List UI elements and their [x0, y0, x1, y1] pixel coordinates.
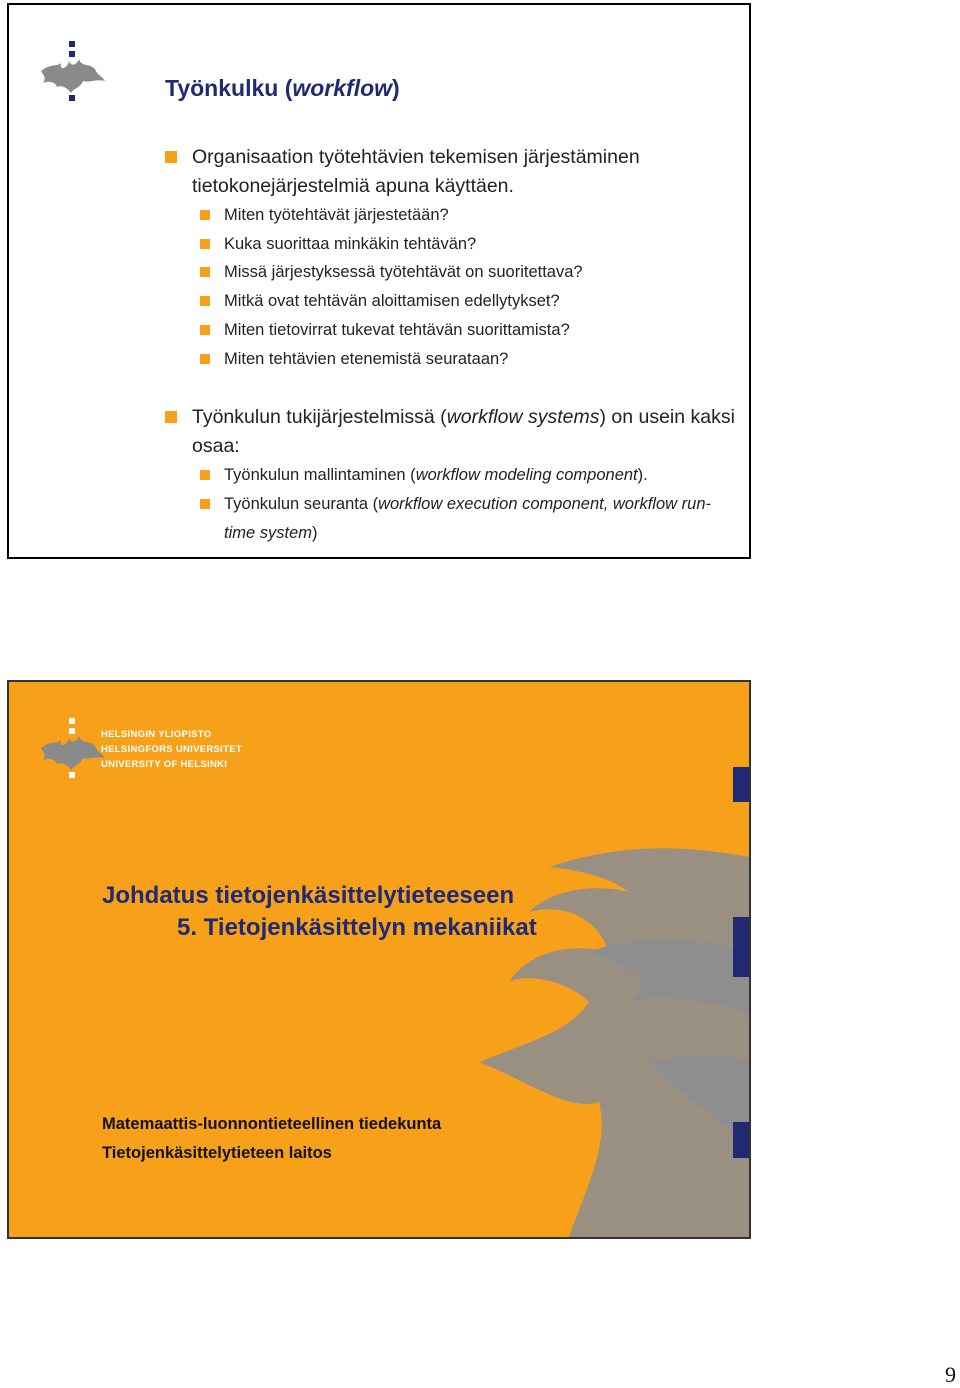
slide-course-title — [7, 680, 751, 1239]
university-name: HELSINGIN YLIOPISTO HELSINGFORS UNIVERSITET UNIVERSITY OF HELSINKI — [101, 729, 242, 770]
sub-bullet-execution: Työnkulun seuranta (workflow execution component, workflow run-time system) — [200, 490, 740, 547]
sub-bullet: Miten tietovirrat tukevat tehtävän suorittamista? — [200, 316, 740, 345]
sub-bullet: Mitkä ovat tehtävän aloittamisen edellytykset? — [200, 287, 740, 316]
sub-bullet: Missä järjestyksessä työtehtävät on suoritettava? — [200, 258, 740, 287]
slide-workflow — [7, 3, 751, 559]
course-title: Johdatus tietojenkäsittelytieteeseen 5. Tietojenkäsittelyn mekaniikat — [102, 882, 537, 941]
bullet-organisation: Organisaation työtehtävien tekemisen järjestäminen tietokonejärjestelmiä apuna käyttäen. — [165, 143, 740, 201]
bullet-workflow-systems: Työnkulun tukijärjestelmissä (workflow systems) on usein kaksi osaa: — [165, 403, 740, 461]
slide-title: Työnkulku (workflow) — [165, 75, 400, 101]
sub-bullet-modeling: Työnkulun mallintaminen (workflow modeling component). — [200, 461, 740, 490]
page-number: 9 — [945, 1362, 956, 1387]
university-flame-logo-icon — [37, 41, 107, 105]
sub-bullet: Miten tehtävien etenemistä seurataan? — [200, 345, 740, 374]
bullet-list — [165, 143, 740, 547]
sub-bullet: Miten työtehtävät järjestetään? — [200, 201, 740, 230]
faculty-info: Matemaattis-luonnontieteellinen tiedekunta Tietojenkäsittelytieteen laitos — [102, 1115, 442, 1162]
university-flame-logo-icon — [37, 718, 107, 782]
sub-bullet: Kuka suorittaa minkäkin tehtävän? — [200, 230, 740, 259]
